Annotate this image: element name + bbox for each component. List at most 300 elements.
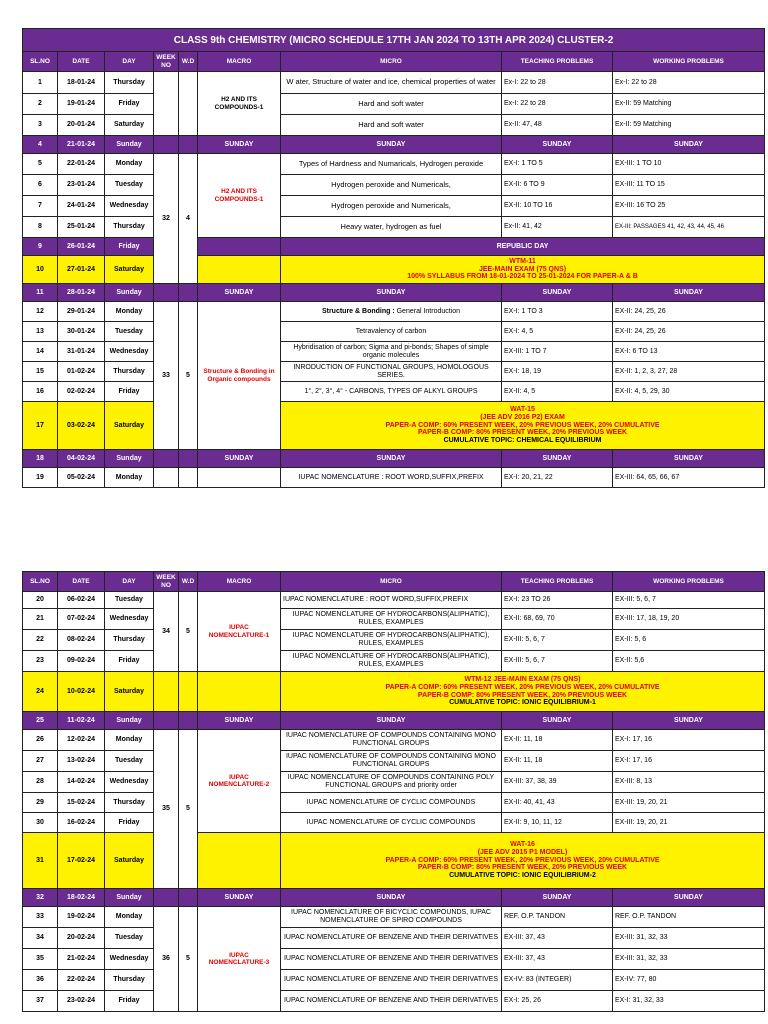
cell-slno: 11 bbox=[23, 284, 58, 302]
header-slno: SL.NO bbox=[23, 52, 58, 72]
schedule-table-2 bbox=[22, 571, 765, 1012]
cell-day: Monday bbox=[105, 302, 154, 322]
cell-micro: IUPAC NOMENCLATURE : ROOT WORD,SUFFIX,PREFIX bbox=[281, 468, 502, 488]
cell-micro bbox=[281, 302, 502, 322]
cell-working: EX-I: 31, 32, 33 bbox=[613, 991, 765, 1012]
cell-date: 21-01-24 bbox=[58, 136, 105, 154]
cell-date: 05-02-24 bbox=[58, 468, 105, 488]
cell-day: Tuesday bbox=[105, 175, 154, 196]
exam-line: WTM-11 bbox=[509, 257, 536, 265]
cell-day: Wednesday bbox=[105, 609, 154, 630]
cell-day: Friday bbox=[105, 382, 154, 402]
cell-date: 02-02-24 bbox=[58, 382, 105, 402]
cell-day: Tuesday bbox=[105, 751, 154, 772]
cell-day: Friday bbox=[105, 813, 154, 833]
cell-macro: H2 AND ITS COMPOUNDS-1 bbox=[198, 72, 281, 136]
cell-working: EX-III: 1 TO 10 bbox=[613, 154, 765, 175]
exam-line: CUMULATIVE TOPIC: IONIC EQUILIBRIUM-1 bbox=[449, 699, 596, 707]
cell-date: 23-01-24 bbox=[58, 175, 105, 196]
cell-date: 03-02-24 bbox=[58, 402, 105, 450]
table-row bbox=[23, 217, 765, 238]
cell-teaching: EX-III: 37, 38, 39 bbox=[502, 772, 613, 793]
sunday-row bbox=[23, 136, 765, 154]
cell-day: Sunday bbox=[105, 712, 154, 730]
cell-slno: 5 bbox=[23, 154, 58, 175]
cell-macro: SUNDAY bbox=[198, 136, 281, 154]
cell-day: Thursday bbox=[105, 217, 154, 238]
cell-working: EX-III: 8, 13 bbox=[613, 772, 765, 793]
cell-day: Wednesday bbox=[105, 949, 154, 970]
cell-micro: SUNDAY bbox=[281, 136, 502, 154]
exam-line: WAT-16 bbox=[510, 841, 535, 849]
cell-week: 36 bbox=[154, 907, 179, 1012]
cell-teaching: EX-II: 11, 18 bbox=[502, 751, 613, 772]
cell-slno: 29 bbox=[23, 793, 58, 813]
table-row bbox=[23, 72, 765, 94]
header-row bbox=[23, 572, 765, 592]
cell-week: 33 bbox=[154, 302, 179, 450]
exam-details bbox=[281, 256, 765, 284]
cell-slno: 9 bbox=[23, 238, 58, 256]
cell-teaching: EX-II: 6 TO 9 bbox=[502, 175, 613, 196]
cell-working: EX-III: 11 TO 15 bbox=[613, 175, 765, 196]
cell-day: Saturday bbox=[105, 115, 154, 136]
cell-slno: 6 bbox=[23, 175, 58, 196]
exam-row bbox=[23, 402, 765, 450]
table-row bbox=[23, 793, 765, 813]
cell-day: Sunday bbox=[105, 889, 154, 907]
table-row bbox=[23, 342, 765, 362]
cell-teaching: EX-II: 4, 5 bbox=[502, 382, 613, 402]
cell-slno: 18 bbox=[23, 450, 58, 468]
table-row bbox=[23, 949, 765, 970]
table-row bbox=[23, 630, 765, 651]
exam-line: WTM-12 JEE-MAIN EXAM (75 QNS) bbox=[464, 676, 581, 684]
header-day: DAY bbox=[105, 572, 154, 592]
cell-micro: 1°, 2°, 3°, 4° - CARBONS, TYPES OF ALKYL GROUPS bbox=[281, 382, 502, 402]
table-row bbox=[23, 362, 765, 382]
cell-macro: SUNDAY bbox=[198, 284, 281, 302]
cell-working: EX-III: 64, 65, 66, 67 bbox=[613, 468, 765, 488]
cell-teaching: EX-I: 4, 5 bbox=[502, 322, 613, 342]
cell-slno: 34 bbox=[23, 928, 58, 949]
cell-teaching: Ex-I: 22 to 28 bbox=[502, 72, 613, 94]
cell-working: EX-III: 17, 18, 19, 20 bbox=[613, 609, 765, 630]
cell-date: 17-02-24 bbox=[58, 833, 105, 889]
micro-text: General Introduction bbox=[394, 307, 461, 315]
cell-day: Sunday bbox=[105, 450, 154, 468]
exam-details bbox=[281, 402, 765, 450]
exam-line: (JEE ADV 2016 P2) EXAM bbox=[480, 413, 565, 421]
cell-micro: Hydrogen peroxide and Numericals, bbox=[281, 196, 502, 217]
cell-teaching: SUNDAY bbox=[502, 889, 613, 907]
schedule-table-1 bbox=[22, 28, 765, 488]
cell-date: 19-02-24 bbox=[58, 907, 105, 928]
cell-slno: 13 bbox=[23, 322, 58, 342]
cell-day: Tuesday bbox=[105, 592, 154, 609]
cell-week: 32 bbox=[154, 154, 179, 284]
cell-micro: SUNDAY bbox=[281, 450, 502, 468]
header-wd: W.D bbox=[179, 52, 198, 72]
cell-slno: 28 bbox=[23, 772, 58, 793]
table-row bbox=[23, 322, 765, 342]
cell-day: Monday bbox=[105, 907, 154, 928]
cell-working: EX-II: 24, 25, 26 bbox=[613, 322, 765, 342]
cell-slno: 19 bbox=[23, 468, 58, 488]
cell-micro: IUPAC NOMENCLATURE OF COMPOUNDS CONTAINING MONO FUNCTIONAL GROUPS bbox=[281, 751, 502, 772]
cell-working: EX-III: 16 TO 25 bbox=[613, 196, 765, 217]
cell-day: Monday bbox=[105, 730, 154, 751]
cell-micro: IUPAC NOMENCLATURE OF BENZENE AND THEIR DERIVATIVES bbox=[281, 991, 502, 1012]
cell-day: Wednesday bbox=[105, 196, 154, 217]
header-teaching: TEACHING PROBLEMS bbox=[502, 572, 613, 592]
cell-micro: IUPAC NOMENCLATURE OF HYDROCARBONS(ALIPHATIC), RULES, EXAMPLES bbox=[281, 651, 502, 672]
table-row bbox=[23, 196, 765, 217]
cell-micro: IUPAC NOMENCLATURE OF COMPOUNDS CONTAINING MONO FUNCTIONAL GROUPS bbox=[281, 730, 502, 751]
cell-slno: 22 bbox=[23, 630, 58, 651]
cell-teaching: SUNDAY bbox=[502, 136, 613, 154]
cell-macro: H2 AND ITS COMPOUNDS-1 bbox=[198, 154, 281, 238]
cell-slno: 14 bbox=[23, 342, 58, 362]
cell-date: 12-02-24 bbox=[58, 730, 105, 751]
exam-details bbox=[281, 672, 765, 712]
cell-slno: 36 bbox=[23, 970, 58, 991]
cell-slno: 24 bbox=[23, 672, 58, 712]
header-teaching: TEACHING PROBLEMS bbox=[502, 52, 613, 72]
cell-teaching: EX-I: 18, 19 bbox=[502, 362, 613, 382]
cell-day: Sunday bbox=[105, 284, 154, 302]
cell-slno: 30 bbox=[23, 813, 58, 833]
cell-micro: Hybridisation of carbon; Sigma and pi-bonds; Shapes of simple organic molecules bbox=[281, 342, 502, 362]
table-row bbox=[23, 772, 765, 793]
cell-working: Ex-II: 59 Matching bbox=[613, 115, 765, 136]
cell-day: Thursday bbox=[105, 72, 154, 94]
cell-micro: IUPAC NOMENCLATURE OF BENZENE AND THEIR DERIVATIVES bbox=[281, 949, 502, 970]
cell-teaching: EX-III: 37, 43 bbox=[502, 928, 613, 949]
header-micro: MICRO bbox=[281, 52, 502, 72]
cell-working: SUNDAY bbox=[613, 450, 765, 468]
cell-slno: 2 bbox=[23, 94, 58, 115]
cell-teaching: EX-II: 40, 41, 43 bbox=[502, 793, 613, 813]
cell-teaching: EX-I: 25, 26 bbox=[502, 991, 613, 1012]
cell-working: EX-II: 24, 25, 26 bbox=[613, 302, 765, 322]
table-row bbox=[23, 991, 765, 1012]
cell-micro: IUPAC NOMENCLATURE OF COMPOUNDS CONTAINING POLY FUNCTIONAL GROUPS and priority order bbox=[281, 772, 502, 793]
cell-date: 24-01-24 bbox=[58, 196, 105, 217]
cell-working: SUNDAY bbox=[613, 712, 765, 730]
cell-working: EX-III: 19, 20, 21 bbox=[613, 793, 765, 813]
cell-working: EX-I: 6 TO 13 bbox=[613, 342, 765, 362]
cell-day: Wednesday bbox=[105, 772, 154, 793]
table-row bbox=[23, 609, 765, 630]
cell-teaching: EX-II: 10 TO 16 bbox=[502, 196, 613, 217]
cell-date: 26-01-24 bbox=[58, 238, 105, 256]
cell-working: EX-IV: 77, 80 bbox=[613, 970, 765, 991]
cell-slno: 12 bbox=[23, 302, 58, 322]
cell-teaching: EX-III: 1 TO 7 bbox=[502, 342, 613, 362]
cell-week bbox=[154, 72, 179, 136]
cell-day: Friday bbox=[105, 238, 154, 256]
cell-working: EX-I: 17, 16 bbox=[613, 751, 765, 772]
table-row bbox=[23, 751, 765, 772]
cell-micro: Types of Hardness and Numaricals, Hydrogen peroxide bbox=[281, 154, 502, 175]
cell-micro: IUPAC NOMENCLATURE OF BENZENE AND THEIR DERIVATIVES bbox=[281, 970, 502, 991]
exam-line: PAPER-B COMP: 80% PRESENT WEEK, 20% PREVIOUS WEEK bbox=[417, 429, 628, 437]
cell-day: Saturday bbox=[105, 833, 154, 889]
cell-micro: Hydrogen peroxide and Numericals, bbox=[281, 175, 502, 196]
sunday-row bbox=[23, 712, 765, 730]
header-macro: MACRO bbox=[198, 52, 281, 72]
cell-working: EX-III: 19, 20, 21 bbox=[613, 813, 765, 833]
sunday-row bbox=[23, 284, 765, 302]
cell-week: 34 bbox=[154, 592, 179, 672]
cell-teaching: SUNDAY bbox=[502, 712, 613, 730]
cell-micro: IUPAC NOMENCLATURE OF BICYCLIC COMPOUNDS, IUPAC NOMENCLATURE OF SPIRO COMPOUNDS bbox=[281, 907, 502, 928]
header-row bbox=[23, 52, 765, 72]
cell-teaching: Ex-II: 47, 48 bbox=[502, 115, 613, 136]
cell-micro: IUPAC NOMENCLATURE OF CYCLIC COMPOUNDS bbox=[281, 813, 502, 833]
cell-slno: 15 bbox=[23, 362, 58, 382]
cell-wd: 4 bbox=[179, 154, 198, 284]
cell-micro: W ater, Structure of water and ice, chemical properties of water bbox=[281, 72, 502, 94]
table-row bbox=[23, 175, 765, 196]
cell-slno: 26 bbox=[23, 730, 58, 751]
cell-micro: INRODUCTION OF FUNCTIONAL GROUPS, HOMOLOGOUS SERIES. bbox=[281, 362, 502, 382]
cell-slno: 25 bbox=[23, 712, 58, 730]
sunday-row bbox=[23, 450, 765, 468]
schedule-title: CLASS 9th CHEMISTRY (MICRO SCHEDULE 17TH JAN 2024 TO 13TH APR 2024) CLUSTER-2 bbox=[23, 29, 765, 52]
cell-teaching: EX-I: 1 TO 3 bbox=[502, 302, 613, 322]
cell-teaching: Ex-I: 22 to 28 bbox=[502, 94, 613, 115]
cell-micro: SUNDAY bbox=[281, 284, 502, 302]
cell-working: EX-II: 1, 2, 3, 27, 28 bbox=[613, 362, 765, 382]
cell-teaching: EX-II: 11, 18 bbox=[502, 730, 613, 751]
sunday-row bbox=[23, 889, 765, 907]
exam-details bbox=[281, 833, 765, 889]
cell-working: REF. O.P. TANDON bbox=[613, 907, 765, 928]
cell-day: Thursday bbox=[105, 793, 154, 813]
cell-date: 23-02-24 bbox=[58, 991, 105, 1012]
cell-slno: 16 bbox=[23, 382, 58, 402]
cell-date: 09-02-24 bbox=[58, 651, 105, 672]
cell-teaching: EX-II: 9, 10, 11, 12 bbox=[502, 813, 613, 833]
header-macro: MACRO bbox=[198, 572, 281, 592]
cell-macro: SUNDAY bbox=[198, 712, 281, 730]
cell-wd: 5 bbox=[179, 302, 198, 450]
cell-micro: Hard and soft water bbox=[281, 115, 502, 136]
cell-day: Friday bbox=[105, 991, 154, 1012]
exam-line: JEE-MAIN EXAM (75 QNS) bbox=[478, 265, 567, 273]
cell-date: 14-02-24 bbox=[58, 772, 105, 793]
table-row bbox=[23, 115, 765, 136]
cell-slno: 33 bbox=[23, 907, 58, 928]
cell-wd bbox=[179, 72, 198, 136]
cell-teaching: EX-III: 5, 6, 7 bbox=[502, 651, 613, 672]
cell-macro: IUPAC NOMENCLATURE-1 bbox=[198, 592, 281, 672]
cell-date: 15-02-24 bbox=[58, 793, 105, 813]
cell-slno: 35 bbox=[23, 949, 58, 970]
cell-wd: 5 bbox=[179, 592, 198, 672]
cell-micro: IUPAC NOMENCLATURE OF CYCLIC COMPOUNDS bbox=[281, 793, 502, 813]
cell-day: Saturday bbox=[105, 672, 154, 712]
exam-line: 100% SYLLABUS FROM 18-01-2024 TO 25-01-2024 FOR PAPER-A & B bbox=[407, 273, 638, 281]
exam-row bbox=[23, 833, 765, 889]
cell-date: 06-02-24 bbox=[58, 592, 105, 609]
table-row bbox=[23, 730, 765, 751]
cell-date: 31-01-24 bbox=[58, 342, 105, 362]
table-row bbox=[23, 302, 765, 322]
cell-slno: 23 bbox=[23, 651, 58, 672]
exam-line: PAPER-A COMP: 60% PRESENT WEEK, 20% PREVIOUS WEEK, 20% CUMULATIVE bbox=[385, 856, 660, 864]
cell-date: 18-02-24 bbox=[58, 889, 105, 907]
cell-micro: IUPAC NOMENCLATURE OF HYDROCARBONS(ALIPHATIC), RULES, EXAMPLES bbox=[281, 609, 502, 630]
header-micro: MICRO bbox=[281, 572, 502, 592]
cell-slno: 31 bbox=[23, 833, 58, 889]
exam-line: PAPER-A COMP: 60% PRESENT WEEK, 20% PREVIOUS WEEK, 20% CUMULATIVE bbox=[385, 421, 660, 429]
cell-day: Friday bbox=[105, 94, 154, 115]
exam-row bbox=[23, 672, 765, 712]
cell-day: Tuesday bbox=[105, 322, 154, 342]
header-working: WORKING PROBLEMS bbox=[613, 572, 765, 592]
table-row bbox=[23, 468, 765, 488]
exam-line: PAPER-B COMP: 80% PRESENT WEEK, 20% PREVIOUS WEEK bbox=[417, 864, 628, 872]
cell-date: 04-02-24 bbox=[58, 450, 105, 468]
cell-teaching: EX-I: 20, 21, 22 bbox=[502, 468, 613, 488]
cell-slno: 1 bbox=[23, 72, 58, 94]
cell-working: EX-III: 5, 6, 7 bbox=[613, 592, 765, 609]
table-row bbox=[23, 94, 765, 115]
cell-date: 27-01-24 bbox=[58, 256, 105, 284]
cell-working: EX-II: 5, 6 bbox=[613, 630, 765, 651]
cell-date: 20-01-24 bbox=[58, 115, 105, 136]
cell-date: 20-02-24 bbox=[58, 928, 105, 949]
table-row bbox=[23, 592, 765, 609]
cell-teaching: REF. O.P. TANDON bbox=[502, 907, 613, 928]
cell-micro: REPUBLIC DAY bbox=[281, 238, 765, 256]
cell-slno: 3 bbox=[23, 115, 58, 136]
cell-slno: 37 bbox=[23, 991, 58, 1012]
micro-bold: Structure & Bonding : bbox=[321, 307, 395, 315]
header-date: DATE bbox=[58, 572, 105, 592]
header-date: DATE bbox=[58, 52, 105, 72]
cell-day: Sunday bbox=[105, 136, 154, 154]
header-week: WEEK NO bbox=[154, 52, 179, 72]
cell-wd: 5 bbox=[179, 907, 198, 1012]
cell-wd: 5 bbox=[179, 730, 198, 889]
cell-day: Thursday bbox=[105, 630, 154, 651]
cell-macro: SUNDAY bbox=[198, 450, 281, 468]
cell-date: 25-01-24 bbox=[58, 217, 105, 238]
header-week: WEEK NO bbox=[154, 572, 179, 592]
cell-micro: Heavy water, hydrogen as fuel bbox=[281, 217, 502, 238]
cell-teaching: SUNDAY bbox=[502, 450, 613, 468]
table-row bbox=[23, 651, 765, 672]
cell-date: 07-02-24 bbox=[58, 609, 105, 630]
cell-working: Ex-I: 22 to 28 bbox=[613, 72, 765, 94]
cell-slno: 32 bbox=[23, 889, 58, 907]
cell-macro: IUPAC NOMENCLATURE-2 bbox=[198, 730, 281, 833]
exam-row bbox=[23, 256, 765, 284]
cell-day: Tuesday bbox=[105, 928, 154, 949]
exam-line: (JEE ADV 2015 P1 MODEL) bbox=[477, 848, 568, 856]
cell-date: 30-01-24 bbox=[58, 322, 105, 342]
cell-date: 08-02-24 bbox=[58, 630, 105, 651]
cell-working: EX-III: 31, 32, 33 bbox=[613, 928, 765, 949]
cell-slno: 27 bbox=[23, 751, 58, 772]
cell-working: EX-III: 31, 32, 33 bbox=[613, 949, 765, 970]
cell-working: SUNDAY bbox=[613, 889, 765, 907]
cell-slno: 10 bbox=[23, 256, 58, 284]
table-row bbox=[23, 907, 765, 928]
cell-day: Thursday bbox=[105, 970, 154, 991]
cell-teaching: EX-IV: 83 (INTEGER) bbox=[502, 970, 613, 991]
cell-day: Friday bbox=[105, 651, 154, 672]
cell-date: 18-01-24 bbox=[58, 72, 105, 94]
exam-line: PAPER-A COMP: 60% PRESENT WEEK, 20% PREVIOUS WEEK, 20% CUMULATIVE bbox=[385, 683, 660, 691]
cell-slno: 20 bbox=[23, 592, 58, 609]
cell-day: Saturday bbox=[105, 402, 154, 450]
cell-teaching: EX-I: 23 TO 26 bbox=[502, 592, 613, 609]
exam-line: CUMULATIVE TOPIC: CHEMICAL EQUILIBRIUM bbox=[443, 437, 602, 445]
table-row bbox=[23, 382, 765, 402]
cell-date: 28-01-24 bbox=[58, 284, 105, 302]
cell-slno: 4 bbox=[23, 136, 58, 154]
cell-date: 16-02-24 bbox=[58, 813, 105, 833]
exam-line: WAT-15 bbox=[510, 406, 535, 414]
table-row bbox=[23, 970, 765, 991]
cell-working: EX-II: 4, 5, 29, 30 bbox=[613, 382, 765, 402]
cell-day: Thursday bbox=[105, 362, 154, 382]
table-row bbox=[23, 154, 765, 175]
cell-macro: Structure & Bonding in Organic compounds bbox=[198, 302, 281, 450]
cell-date: 21-02-24 bbox=[58, 949, 105, 970]
cell-day: Saturday bbox=[105, 256, 154, 284]
cell-day: Monday bbox=[105, 468, 154, 488]
cell-macro: SUNDAY bbox=[198, 889, 281, 907]
cell-working: Ex-II: 59 Matching bbox=[613, 94, 765, 115]
cell-working: SUNDAY bbox=[613, 136, 765, 154]
cell-working: EX-III: PASSAGES 41, 42, 43, 44, 45, 46 bbox=[613, 217, 765, 238]
cell-macro: IUPAC NOMENCLATURE-3 bbox=[198, 907, 281, 1012]
cell-date: 01-02-24 bbox=[58, 362, 105, 382]
cell-teaching: EX-II: 68, 69, 70 bbox=[502, 609, 613, 630]
cell-teaching: EX-III: 5, 6, 7 bbox=[502, 630, 613, 651]
holiday-row bbox=[23, 238, 765, 256]
table-row bbox=[23, 813, 765, 833]
cell-slno: 17 bbox=[23, 402, 58, 450]
exam-line: CUMULATIVE TOPIC: IONIC EQUILIBRIUM-2 bbox=[449, 872, 596, 880]
cell-teaching: Ex-II: 41, 42 bbox=[502, 217, 613, 238]
cell-day: Wednesday bbox=[105, 342, 154, 362]
cell-date: 19-01-24 bbox=[58, 94, 105, 115]
cell-micro: SUNDAY bbox=[281, 712, 502, 730]
table-row bbox=[23, 928, 765, 949]
cell-micro: SUNDAY bbox=[281, 889, 502, 907]
cell-micro: IUPAC NOMENCLATURE OF BENZENE AND THEIR DERIVATIVES bbox=[281, 928, 502, 949]
cell-date: 22-01-24 bbox=[58, 154, 105, 175]
cell-teaching: SUNDAY bbox=[502, 284, 613, 302]
header-wd: W.D bbox=[179, 572, 198, 592]
header-working: WORKING PROBLEMS bbox=[613, 52, 765, 72]
cell-working: EX-II: 5,6 bbox=[613, 651, 765, 672]
cell-date: 10-02-24 bbox=[58, 672, 105, 712]
cell-week: 35 bbox=[154, 730, 179, 889]
header-slno: SL.NO bbox=[23, 572, 58, 592]
cell-working: EX-I: 17, 16 bbox=[613, 730, 765, 751]
cell-day: Monday bbox=[105, 154, 154, 175]
exam-line: PAPER-B COMP: 80% PRESENT WEEK, 20% PREVIOUS WEEK bbox=[417, 691, 628, 699]
cell-teaching: EX-III: 37, 43 bbox=[502, 949, 613, 970]
